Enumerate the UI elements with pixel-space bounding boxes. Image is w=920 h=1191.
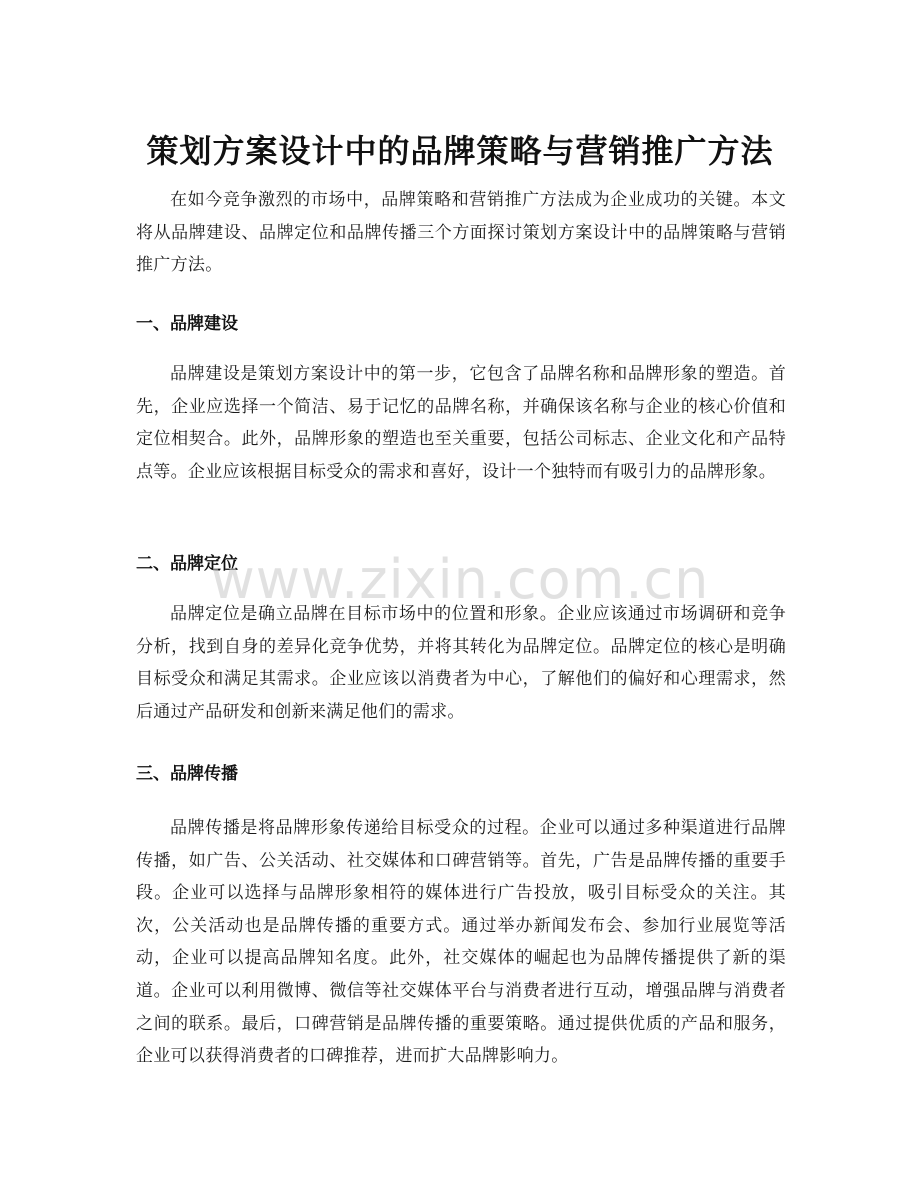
section-body-brand-building: 品牌建设是策划方案设计中的第一步，它包含了品牌名称和品牌形象的塑造。首先，企业应选择一个简洁、易于记忆的品牌名称，并确保该名称与企业的核心价值和定位相契合。此外，品牌形象的塑造也至关重要，包括公司标志、企业文化和产品特点等。企业应该根据目标受众的需求和喜好，设计一个独特而有吸引力的品牌形象。 <box>136 364 786 482</box>
section-body-brand-positioning: 品牌定位是确立品牌在目标市场中的位置和形象。企业应该通过市场调研和竞争分析，找到自身的差异化竞争优势，并将其转化为品牌定位。品牌定位的核心是明确目标受众和满足其需求。企业应该以消费者为中心，了解他们的偏好和心理需求，然后通过产品研发和创新来满足他们的需求。 <box>136 604 786 722</box>
section-heading-brand-communication: 三、品牌传播 <box>136 764 238 784</box>
section-heading-brand-positioning: 二、品牌定位 <box>136 554 238 574</box>
section-body-brand-communication: 品牌传播是将品牌形象传递给目标受众的过程。企业可以通过多种渠道进行品牌传播，如广告、公关活动、社交媒体和口碑营销等。首先，广告是品牌传播的重要手段。企业可以选择与品牌形象相符的媒体进行广告投放，吸引目标受众的关注。其次，公关活动也是品牌传播的重要方式。通过举办新闻发布会、参加行业展览等活动，企业可以提高品牌知名度。此外，社交媒体的崛起也为品牌传播提供了新的渠道。企业可以利用微博、微信等社交媒体平台与消费者进行互动，增强品牌与消费者之间的联系。最后，口碑营销是品牌传播的重要策略。通过提供优质的产品和服务，企业可以获得消费者的口碑推荐，进而扩大品牌影响力。 <box>136 818 786 1067</box>
section-heading-brand-building: 一、品牌建设 <box>136 314 238 334</box>
intro-paragraph: 在如今竞争激烈的市场中，品牌策略和营销推广方法成为企业成功的关键。本文将从品牌建设、品牌定位和品牌传播三个方面探讨策划方案设计中的品牌策略与营销推广方法。 <box>136 190 786 276</box>
watermark: www.zixin.com.cn <box>210 548 710 611</box>
document-title: 策划方案设计中的品牌策略与营销推广方法 <box>146 132 774 171</box>
